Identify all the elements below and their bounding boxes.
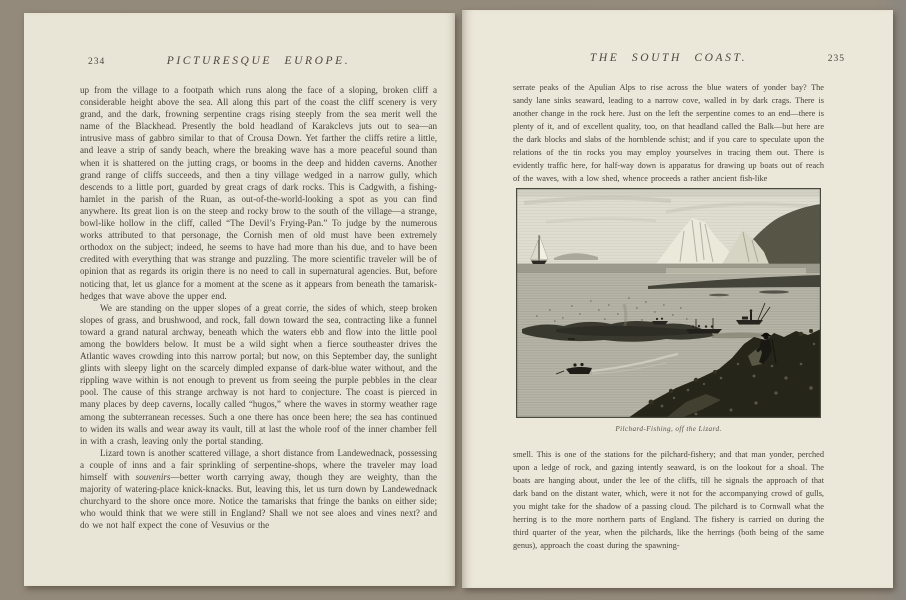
engraving-figure [513, 188, 824, 436]
body-paragraph: We are standing on the upper slopes of a great corrie, the sides of which, steep broken slopes of grass, and brushwood, and rock, fall down toward the sea, contracting like a funnel toward a grand natural archway, beneath which the waters ebb and flow into the little pool among the bowlders below. It must be a wild sight when a fierce southeaster drives the Atlantic waves crowding into this narrow portal; but now, on this September day, the sunlight glints with sleepy light on the scarcely dimpled expanse of dark-blue water without, and the rippling wave within is not enough to prevent us from seeing the purple pebbles in the clear pool. The cause of this strange archway is not hard to conjecture. The coast is pierced in many places by deep caverns, locally called “hugos,” where the waves in stormy weather rage among the subterranean recesses. Such a one there has once been here; the sea has continued to widen its walls and wear away its vault, till at last the whole roof of the inner chamber fell in with a crash, leaving only the portal standing. [80, 302, 437, 446]
right-page-number: 235 [827, 54, 845, 64]
left-page-header [24, 55, 455, 71]
pilchard-fishing-engraving [516, 188, 821, 418]
engraving-caption: Pilchard-Fishing, off the Lizard. [615, 425, 722, 433]
left-page-number: 234 [88, 57, 106, 67]
body-paragraph: up from the village to a footpath which runs along the face of a sloping, broken cliff a considerable height above the sea. All along this part of the coast the cliff scenery is very grand, and the dark, frowning serpentine crags rising steeply from the sea merit well the name of the Blackhead. Presently the bold headland of Karakclevs juts out to sea—an intrusive mass of gabbro similar to that of Crousa Down. Yet farther the cliffs retire a little, and leave a strip of sandy beach, where the breaking wave has a more peaceful sound than when it is shattered on the jutting crags, or booms in the deep and hidden caverns. Another grand range of cliffs succeeds, and then a tiny village wedged in a narrow gully, which descends to a little port, guarded by great crags of dark rocks. This is Cadgwith, a fishing-hamlet in the parish of the Ruan, as out-of-the-world-looking a spot as you can find anywhere. Its great lion is on the steep and rocky brow to the south of the village—a strange, bowl-like hollow in the cliff, called “The Devil’s Frying-Pan.” To judge by the numerous works attributed to that personage, the Cornish men of old must have been extremely orthodox on the subject; indeed, he seems to have had more than his due, and to have been credited with everything that was strange and puzzling. The more scientific traveler will be of opinion that as regards its origin there is no need to call in supernatural agencies. But, before noticing that, let us glance for a moment at the scene as it appears from beneath the tamarisk-hedges that wave above the upper end. [80, 85, 437, 301]
left-running-title: PICTURESQUE EUROPE. [166, 55, 351, 67]
left-page [24, 13, 455, 586]
right-page-header [462, 52, 893, 68]
right-running-title: THE SOUTH COAST. [589, 52, 748, 64]
right-page [462, 10, 893, 588]
body-paragraph: Lizard town is another scattered village, a short distance from Landewednack, possessing a couple of inns and a fair sprinkling of serpentine-shops, where the traveler may load himself with souvenirs—better worth carrying away, though they are weighty, than the majority of watering-place knick-knacks. But, leaving this, let us turn down by Landewednack churchyard to the shore once more. Notice the tamarisks that fringe the banks on either side; who would think that we were still in England? Shall we not see aloes and vines next? and do we not half expect the cone of Vesuvius or the [80, 447, 437, 531]
body-paragraph: serrate peaks of the Apulian Alps to rise across the blue waters of yonder bay? The sandy lane sinks seaward, leading to a narrow cove, walled in by dark crags. There is another change in the rock here. Just on the left the serpentine comes to an end—there is plenty of it, and of excellent quality, too, on that headland called the Balk—but here are the dark blocks and slabs of the hornblende schist; and if you care to speculate upon the relations of the tin rocks you may employ yourselves in tracing them out. There is evidently traffic here, for half-way down is apparatus for drawing up boats out of reach of the waves, with a low shed, whence proceeds a rather ancient fish-like [513, 83, 824, 183]
right-text-column [462, 81, 893, 552]
body-paragraph: smell. This is one of the stations for the pilchard-fishery; and that man yonder, perched upon a ledge of rock, and gazing intently seaward, is on the lookout for a shoal. The boats are hanging about, under the lee of the cliffs, till he signals the approach of that dark band on the distant water, which, were it not for the accompanying crowd of gulls, you might take for the shadow of a passing cloud. The pilchard is to Cornwall what the herring is to the more northern parts of England. The fishery is carried on during the third quarter of the year, when the pilchards, like the herrings (both being of the same genus), approach the coast during the spawning- [513, 450, 824, 550]
left-text-column [24, 84, 455, 531]
